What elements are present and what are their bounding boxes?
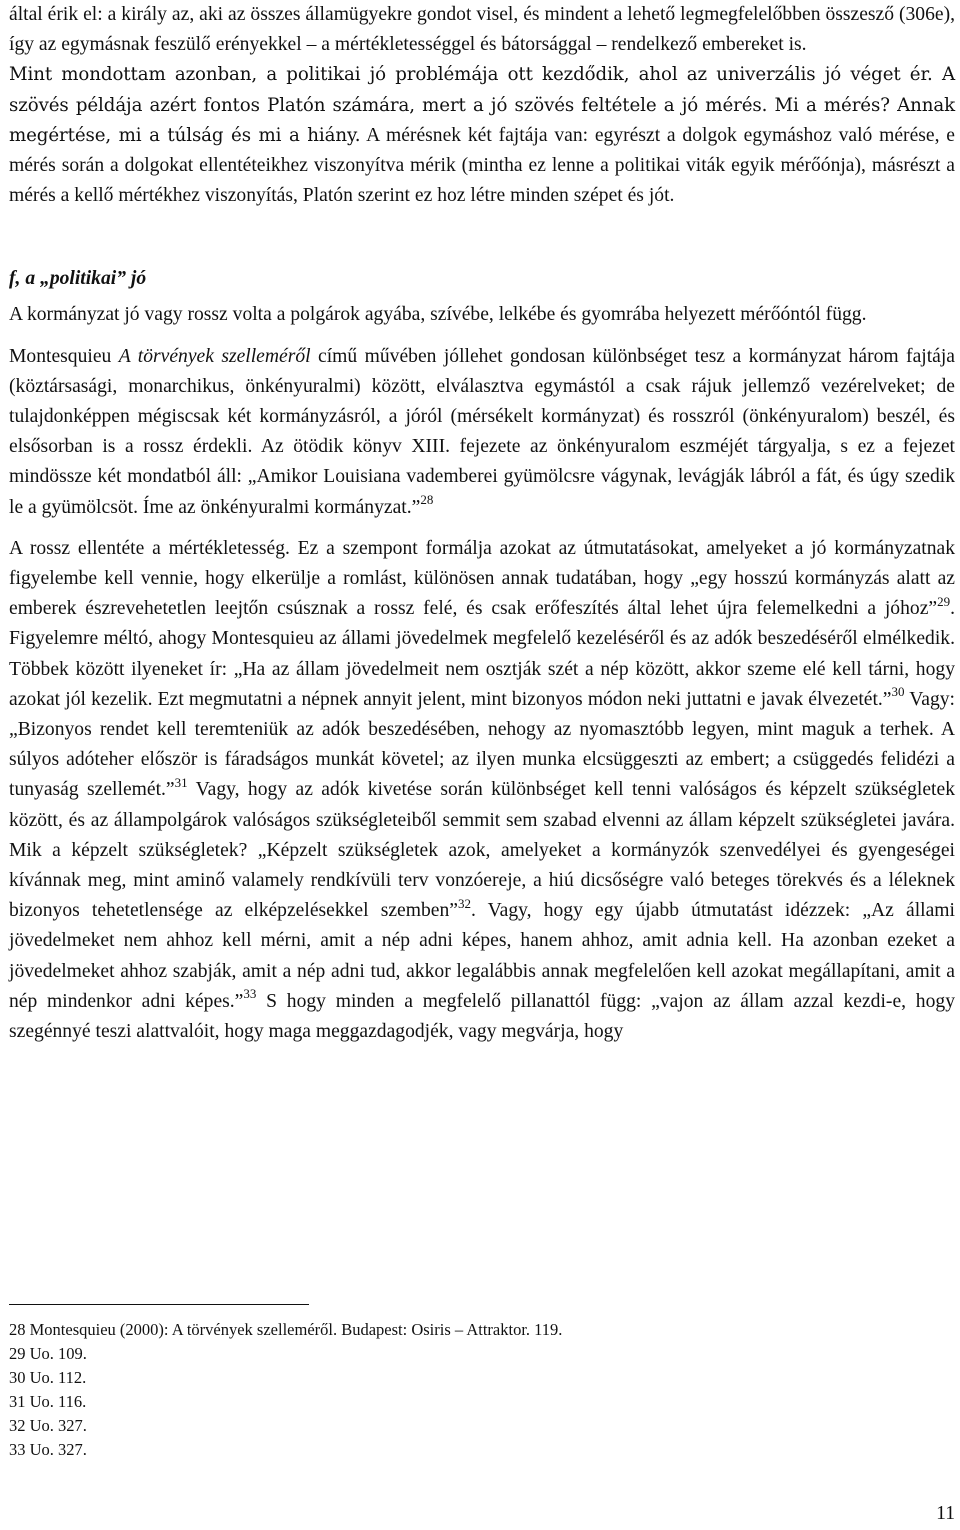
book-title: A törvények szelleméről [118, 345, 311, 367]
paragraph-2-text-a: Mint mondottam azonban, a politikai jó problémája ott kezdődik, ahol az univerzális jó véget ér. A szövés példája azért fontos Platón számára, mert a jó szövés feltétele a jó mérés. Mi a mérés? Annak megértése, mi a túlság és mi a hiány. [9, 64, 955, 146]
document-page [9, 0, 955, 1530]
footnote-30: 30 Uo. 112. [9, 1368, 87, 1387]
footnote-28: 28 Montesquieu (2000): A törvények szelleméről. Budapest: Osiris – Attraktor. 119. [9, 1320, 563, 1339]
paragraph-4 [9, 342, 955, 523]
paragraph-5-text-d: Vagy, hogy az adók kivetése során különbséget kell tenni valóságos és képzelt szükségletek között, és az állampolgárok valóságos szükségleteiből semmit sem szabad elvenni az állam képzelt szükségletei javára. Mik a képzelt szükségletek? „Képzelt szükségletek azok, amelyeket a kormányzók szenvedélyei és gyengeségei kívánnak meg, mint aminő valamely rendkívüli terv vonzóereje, a hiú dicsőségre való beteges törekvés és a léleknek bizonyos tehetetlensége az elképzelésekkel szemben” [9, 779, 955, 922]
paragraph-3 [9, 300, 955, 330]
footnote-29: 29 Uo. 109. [9, 1344, 87, 1363]
paragraph-5 [9, 534, 955, 1047]
paragraph-5-text-c: Vagy: „Bizonyos rendet kell teremteniük az adók beszedésében, nehogy az nyomasztóbb legyen, mint maguk a terhek. A súlyos adóteher először is fáradságos munkát követel; az ilyen munka elcsüggeszti az embert; a csüggedés felidézi a tunyaság szellemét.” [9, 688, 955, 801]
paragraph-5-text-e: . Vagy, hogy egy újabb útmutatást idézzek: „Az állami jövedelmeket nem ahhoz kell mérni, amit a nép adni képes, hanem ahhoz, amit adnia kell. Ha azonban ezeket a jövedelmeket ahhoz szabják, amit a nép adni tud, akkor legalábbis annak megfelelően kell azokat megállapítani, amit a nép mindenkor adni képes.” [9, 900, 955, 1012]
paragraph-2-text-b: A mérésnek két fajtája van: egyrészt a dolgok egymáshoz való mérése, e mérés során a dolgokat ellentéteikhez viszonyítva mérik (mintha ez lenne a politikai viták egyik mérőónja), másrészt a mérés a kellő mértékhez viszonyítás, Platón szerint ez hoz létre minden szépet és jót. [9, 124, 955, 207]
paragraph-5-text-f: S hogy minden a megfelelő pillanattól függ: „vajon az állam azzal kezdi-e, hogy szegénnyé teszi alattvalóit, hogy maga meggazdagodjék, vagy megvárja, hogy [9, 990, 955, 1043]
footnote-ref-28[interactable]: 28 [420, 492, 434, 508]
footnote-32: 32 Uo. 327. [9, 1416, 87, 1435]
footnote-ref-32[interactable]: 32 [457, 895, 471, 911]
paragraph-4-text-a: Montesquieu [9, 345, 119, 367]
footnote-ref-29[interactable]: 29 [937, 593, 951, 609]
page-number: 11 [936, 1503, 955, 1524]
footnote-33: 33 Uo. 327. [9, 1440, 87, 1459]
footnote-31: 31 Uo. 116. [9, 1392, 87, 1411]
footnote-ref-31[interactable]: 31 [174, 774, 188, 790]
paragraph-4-text-b: című művében jóllehet gondosan különbséget tesz a kormányzat három fajtája (köztársasági, monarchikus, önkényuralmi) között, elválasztva egymástól a csak rájuk jellemző vezérelveket; de tulajdonképpen mégiscsak két kormányzásról, a jóról (mérsékelt kormányzat) és rosszról (önkényuralom) beszél, és elsősorban is a rossz érdekli. Az ötödik könyv XIII. fejezete az önkényuralom eszméjét tárgyalja, s ez a fejezet mindössze két mondatból áll: „Amikor Louisiana vademberei gyümölcsre vágynak, levágják lábról a fát, és úgy szedik le a gyümölcsöt. Íme az önkényuralmi kormányzat.” [9, 345, 955, 518]
section-heading: f, a „politikai” jó [9, 268, 147, 290]
paragraph-1-text: által érik el: a király az, aki az összes államügyekre gondot visel, és mindent a lehető legmegfelelőbben összesző (306e), így az egymásnak feszülő erényekkel – a mértékletességgel és bátorsággal – rendelkező embereket is. [9, 4, 955, 56]
paragraph-2 [9, 60, 955, 211]
paragraph-5-text-a: A rossz ellentéte a mértékletesség. Ez a szempont formálja azokat az útmutatásokat, amelyeket a jó kormányzatnak figyelembe kell vennie, hogy elkerülje a romlást, különösen annak tudatában, hogy „egy hosszú kormányzás alatt az emberek észrevehetetlen leejtőn csúsznak a rossz felé, és csak erőfeszítés által lehet újra felemelkedni a jóhoz” [9, 537, 955, 620]
footnote-ref-33[interactable]: 33 [243, 986, 257, 1002]
paragraph-5-text-b: . Figyelemre méltó, ahogy Montesquieu az állami jövedelmek megfelelő kezeléséről és az adók beszedéséről elmélkedik. Többek között ilyeneket ír: „Ha az állam jövedelmeit nem osztják szét a nép között, akkor szeme elé kell tárni, hogy azokat jól kezelik. Ezt megmutatni a népnek annyit jelent, mint bizonyos módon neki juttatni e javak élvezetét.” [9, 598, 955, 710]
paragraph-3-text: A kormányzat jó vagy rossz volta a polgárok agyába, szívébe, lelkébe és gyomrába helyezett mérőóntól függ. [9, 304, 867, 326]
paragraph-1 [9, 0, 955, 60]
footnote-separator [9, 1304, 309, 1305]
footnote-ref-30[interactable]: 30 [891, 684, 905, 700]
footnotes [9, 1318, 955, 1462]
